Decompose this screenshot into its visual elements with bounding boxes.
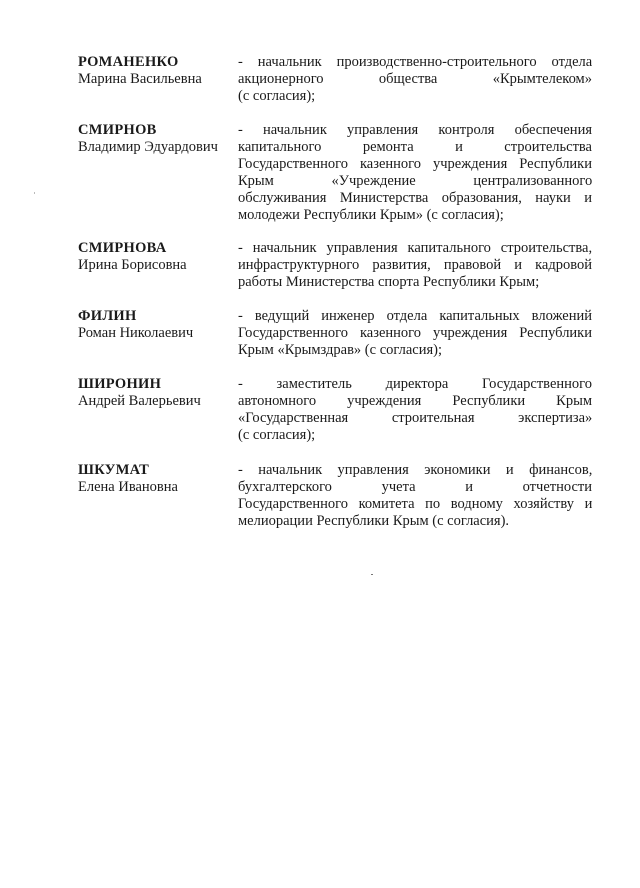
member-position (238, 240, 592, 291)
member-surname: ШКУМАТ (78, 462, 150, 478)
position-line: - начальник управления контроля обеспечения (238, 122, 592, 138)
position-line: Государственного казенного учреждения Республики (238, 325, 592, 341)
scan-speck (371, 574, 373, 575)
scan-speck (34, 192, 35, 194)
position-line: бухгалтерского учета и отчетности (238, 479, 592, 495)
position-line: Крым «Учреждение централизованного (238, 173, 593, 189)
position-line: Государственного казенного учреждения Республики (238, 156, 592, 172)
position-line: молодежи Республики Крым» (с согласия); (238, 207, 504, 223)
member-given-names: Ирина Борисовна (78, 257, 187, 273)
position-line: - начальник производственно-строительного отдела (238, 54, 593, 70)
member-name-block (78, 462, 238, 496)
member-position (238, 54, 592, 105)
member-surname: СМИРНОВА (78, 240, 167, 256)
member-surname: РОМАНЕНКО (78, 54, 179, 70)
member-name-block (78, 54, 238, 88)
position-line: «Государственная строительная экспертиза» (238, 410, 593, 426)
member-position (238, 376, 592, 444)
position-line: - начальник управления экономики и финансов, (238, 462, 593, 478)
position-line: (с согласия); (238, 88, 316, 104)
position-line: - заместитель директора Государственного (238, 376, 592, 392)
member-name-block (78, 122, 238, 156)
position-line: Государственного комитета по водному хозяйству и (238, 496, 593, 512)
member-name-block (78, 308, 238, 342)
position-line: капитального ремонта и строительства (238, 139, 592, 155)
position-line: - ведущий инженер отдела капитальных вложений (238, 308, 592, 324)
position-line: инфраструктурного развития, правовой и кадровой (238, 257, 592, 273)
position-line: (с согласия); (238, 427, 316, 443)
member-surname: ФИЛИН (78, 308, 137, 324)
position-line: мелиорации Республики Крым (с согласия). (238, 513, 510, 529)
position-line: работы Министерства спорта Республики Крым; (238, 274, 540, 290)
member-position (238, 308, 592, 359)
member-surname: ШИРОНИН (78, 376, 162, 392)
member-given-names: Марина Васильевна (78, 71, 202, 87)
position-line: - начальник управления капитального строительства, (238, 240, 593, 256)
member-name-block (78, 376, 238, 410)
position-line: акционерного общества «Крымтелеком» (238, 71, 592, 87)
position-line: автономного учреждения Республики Крым (238, 393, 592, 409)
member-given-names: Роман Николаевич (78, 325, 194, 341)
member-position (238, 462, 592, 530)
position-line: Крым «Крымздрав» (с согласия); (238, 342, 442, 358)
member-position (238, 122, 592, 224)
member-given-names: Андрей Валерьевич (78, 393, 201, 409)
member-surname: СМИРНОВ (78, 122, 157, 138)
member-given-names: Елена Ивановна (78, 479, 178, 495)
member-given-names: Владимир Эдуардович (78, 139, 218, 155)
position-line: обслуживания Министерства образования, науки и (238, 190, 592, 206)
member-name-block (78, 240, 238, 274)
